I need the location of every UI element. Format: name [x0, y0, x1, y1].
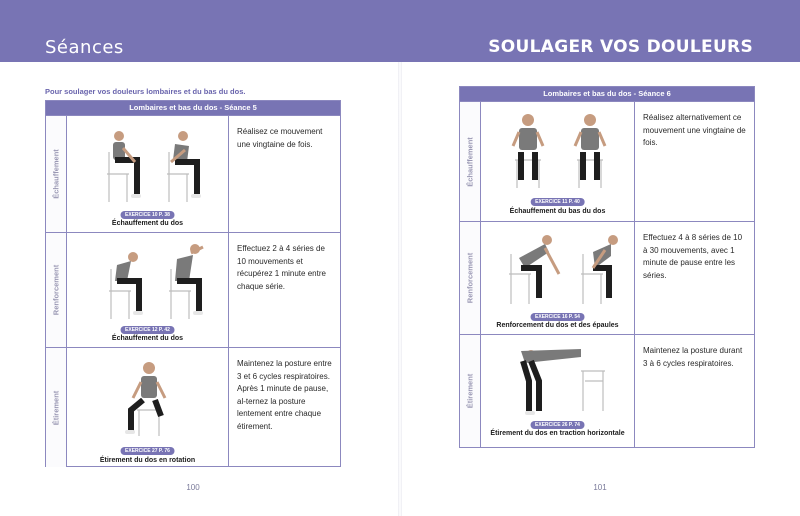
exercise-figure	[67, 348, 229, 467]
table-row	[46, 232, 340, 347]
seated-rotation-illustration	[67, 354, 229, 436]
exercise-caption: Échauffement du bas du dos	[509, 208, 606, 215]
exercise-figure	[67, 233, 229, 347]
exercise-figure	[481, 335, 635, 447]
instruction-text: Effectuez 4 à 8 séries de 10 à 30 mouvements, avec 1 minute de pause entre les séries.	[643, 233, 743, 280]
section-title: Séances	[45, 37, 124, 58]
exercise-caption: Étirement du dos en rotation	[99, 457, 196, 464]
row-label: Renforcement	[460, 222, 481, 334]
session-table-6	[459, 86, 755, 448]
row-label: Échauffement	[460, 102, 481, 221]
page-number-left: 100	[178, 483, 208, 492]
horizontal-traction-illustration	[481, 341, 635, 423]
row-label: Étirement	[460, 335, 481, 447]
page-gutter	[398, 62, 402, 516]
seated-flexion-illustration	[67, 239, 229, 321]
exercise-figure	[67, 116, 229, 232]
row-label: Étirement	[46, 348, 67, 467]
exercise-badge: EXERCICE 27 P. 76	[120, 447, 175, 455]
exercise-caption: Renforcement du dos et des épaules	[496, 322, 619, 329]
instruction-text: Effectuez 2 à 4 séries de 10 mouvements et récupérez 1 minute entre chaque série.	[237, 244, 326, 291]
row-label: Échauffement	[46, 116, 67, 232]
session-title: Lombaires et bas du dos - Séance 5	[46, 101, 340, 115]
table-row	[460, 101, 754, 221]
exercise-badge: EXERCICE 16 P. 54	[530, 313, 585, 321]
table-row	[46, 115, 340, 232]
exercise-caption: Échauffement du dos	[111, 220, 184, 227]
exercise-figure	[481, 222, 635, 334]
intro-text: Pour soulager vos douleurs lombaires et du bas du dos.	[45, 87, 246, 96]
seated-stretch-illustration	[67, 122, 229, 204]
instruction-text: Réalisez alternativement ce mouvement une vingtaine de fois.	[643, 113, 746, 147]
page-number-right: 101	[585, 483, 615, 492]
instruction-text: Réalisez ce mouvement une vingtaine de fois.	[237, 127, 323, 149]
session-table-5	[45, 100, 341, 467]
exercise-figure	[481, 102, 635, 221]
exercise-caption: Échauffement du dos	[111, 335, 184, 342]
session-title: Lombaires et bas du dos - Séance 6	[460, 87, 754, 101]
table-row	[46, 347, 340, 467]
back-shoulder-strength-illustration	[481, 228, 635, 310]
back-warmup-illustration	[481, 108, 635, 190]
table-row	[460, 221, 754, 334]
exercise-badge: EXERCICE 10 P. 38	[120, 211, 175, 219]
chapter-title: SOULAGER VOS DOULEURS	[488, 37, 753, 57]
exercise-badge: EXERCICE 11 P. 40	[530, 198, 585, 206]
exercise-badge: EXERCICE 12 P. 42	[120, 326, 175, 334]
exercise-badge: EXERCICE 26 P. 74	[530, 421, 585, 429]
exercise-caption: Étirement du dos en traction horizontale	[490, 430, 625, 437]
table-row	[460, 334, 754, 447]
instruction-text: Maintenez la posture entre 3 et 6 cycles respiratoires. Après 1 minute de pause, al-ternez la posture lentement entre chaque étirement.	[237, 359, 332, 431]
header-banner	[0, 0, 800, 62]
row-label: Renforcement	[46, 233, 67, 347]
instruction-text: Maintenez la posture durant 3 à 6 cycles respiratoires.	[643, 346, 743, 368]
